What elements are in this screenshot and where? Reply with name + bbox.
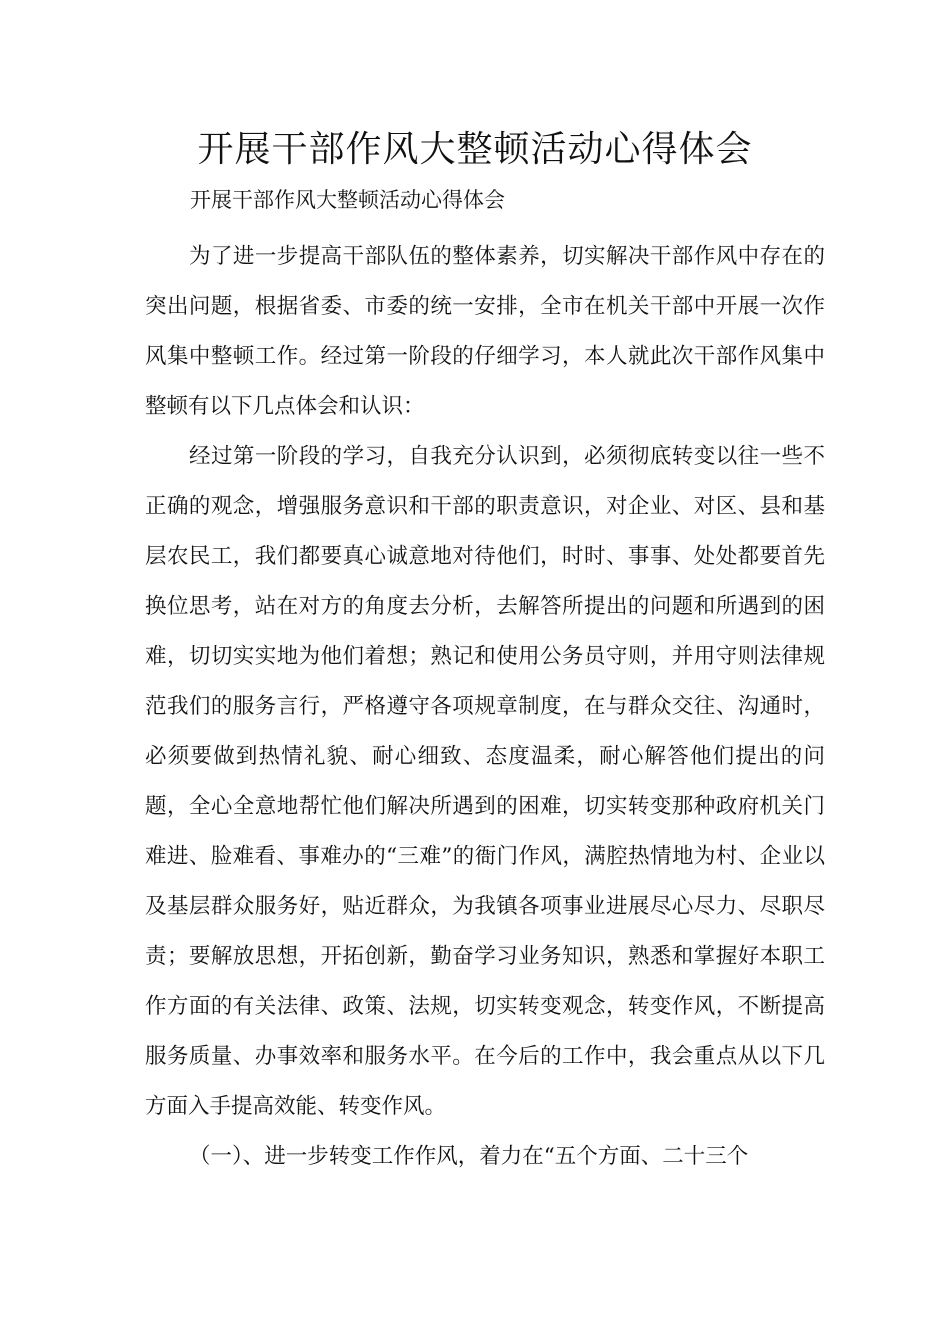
paragraph-main: 经过第一阶段的学习，自我充分认识到，必须彻底转变以往一些不正确的观念，增强服务意识和干部的职责意识，对企业、对区、县和基层农民工，我们都要真心诚意地对待他们，时时、事事、处处都要首先换位思考，站在对方的角度去分析，去解答所提出的问题和所遇到的困难，切切实实地为他们着想；熟记和使用公务员守则，并用守则法律规范我们的服务言行，严格遵守各项规章制度，在与群众交往、沟通时，必须要做到热情礼貌、耐心细致、态度温柔，耐心解答他们提出的问题，全心全意地帮忙他们解决所遇到的困难，切实转变那种政府机关门难进、脸难看、事难办的“三难”的衙门作风，满腔热情地为村、企业以及基层群众服务好，贴近群众，为我镇各项事业进展尽心尽力、尽职尽责；要解放思想，开拓创新，勤奋学习业务知识，熟悉和掌握好本职工作方面的有关法律、政策、法规，切实转变观念，转变作风，不断提高服务质量、办事效率和服务水平。在今后的工作中，我会重点从以下几方面入手提高效能、转变作风。 [145, 444, 825, 1119]
document-title: 开展干部作风大整顿活动心得体会 [197, 129, 753, 170]
document-body [145, 232, 825, 1182]
document-subtitle: 开展干部作风大整顿活动心得体会 [190, 188, 505, 212]
paragraph-intro: 为了进一步提高干部队伍的整体素养，切实解决干部作风中存在的突出问题，根据省委、市委的统一安排，全市在机关干部中开展一次作风集中整顿工作。经过第一阶段的仔细学习，本人就此次干部作风集中整顿有以下几点体会和认识： [145, 244, 825, 419]
paragraph-section-one: （一）、进一步转变工作作风，着力在“五个方面、二十三个 [189, 1144, 749, 1169]
